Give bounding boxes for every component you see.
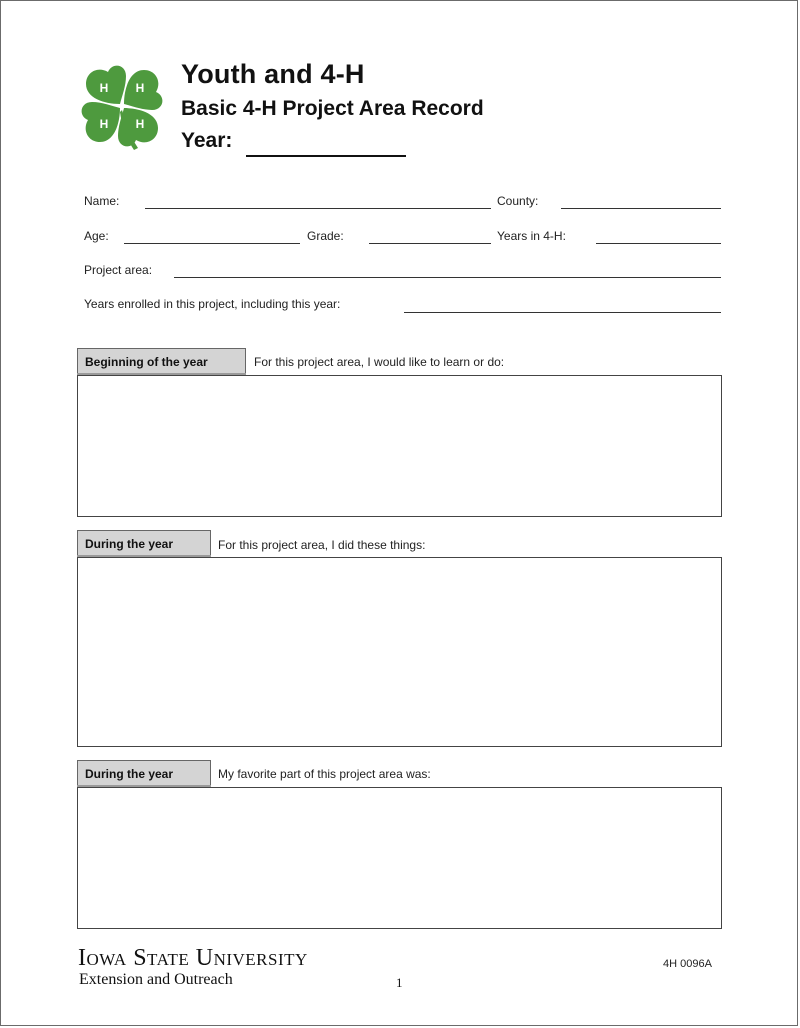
years-enrolled-field[interactable] xyxy=(404,312,721,313)
years-in-4h-field[interactable] xyxy=(596,243,721,244)
svg-text:H: H xyxy=(99,117,109,131)
extension-unit: Extension and Outreach xyxy=(79,971,233,988)
svg-text:H: H xyxy=(135,81,145,95)
section-prompt-favorite: My favorite part of this project area was: xyxy=(218,767,431,781)
svg-text:H: H xyxy=(99,81,109,95)
county-label: County: xyxy=(497,194,539,208)
activities-textarea[interactable] xyxy=(77,557,722,747)
section-tab-during-2: During the year xyxy=(77,760,211,787)
section-tab-beginning: Beginning of the year xyxy=(77,348,246,375)
form-title: Youth and 4-H xyxy=(181,59,365,89)
form-code: 4H 0096A xyxy=(663,958,712,970)
favorite-part-textarea[interactable] xyxy=(77,787,722,929)
form-subtitle: Basic 4-H Project Area Record xyxy=(181,97,484,120)
project-area-field[interactable] xyxy=(174,277,721,278)
grade-field[interactable] xyxy=(369,243,491,244)
age-field[interactable] xyxy=(124,243,300,244)
age-label: Age: xyxy=(84,229,109,243)
year-field[interactable] xyxy=(246,155,406,157)
section-prompt-did: For this project area, I did these things: xyxy=(218,538,426,552)
svg-text:H: H xyxy=(135,117,145,131)
4h-clover-icon xyxy=(80,64,164,150)
section-prompt-learn: For this project area, I would like to learn or do: xyxy=(254,355,505,369)
years-enrolled-label: Years enrolled in this project, including this year: xyxy=(84,297,341,311)
name-field[interactable] xyxy=(145,208,491,209)
name-label: Name: xyxy=(84,194,120,208)
page-number: 1 xyxy=(396,975,403,990)
grade-label: Grade: xyxy=(307,229,344,243)
university-name: Iowa State University xyxy=(78,945,308,971)
project-area-label: Project area: xyxy=(84,263,153,277)
learn-goals-textarea[interactable] xyxy=(77,375,722,517)
county-field[interactable] xyxy=(561,208,721,209)
year-label: Year: xyxy=(181,129,233,152)
section-tab-during-1: During the year xyxy=(77,530,211,557)
years-in-4h-label: Years in 4-H: xyxy=(497,229,566,243)
